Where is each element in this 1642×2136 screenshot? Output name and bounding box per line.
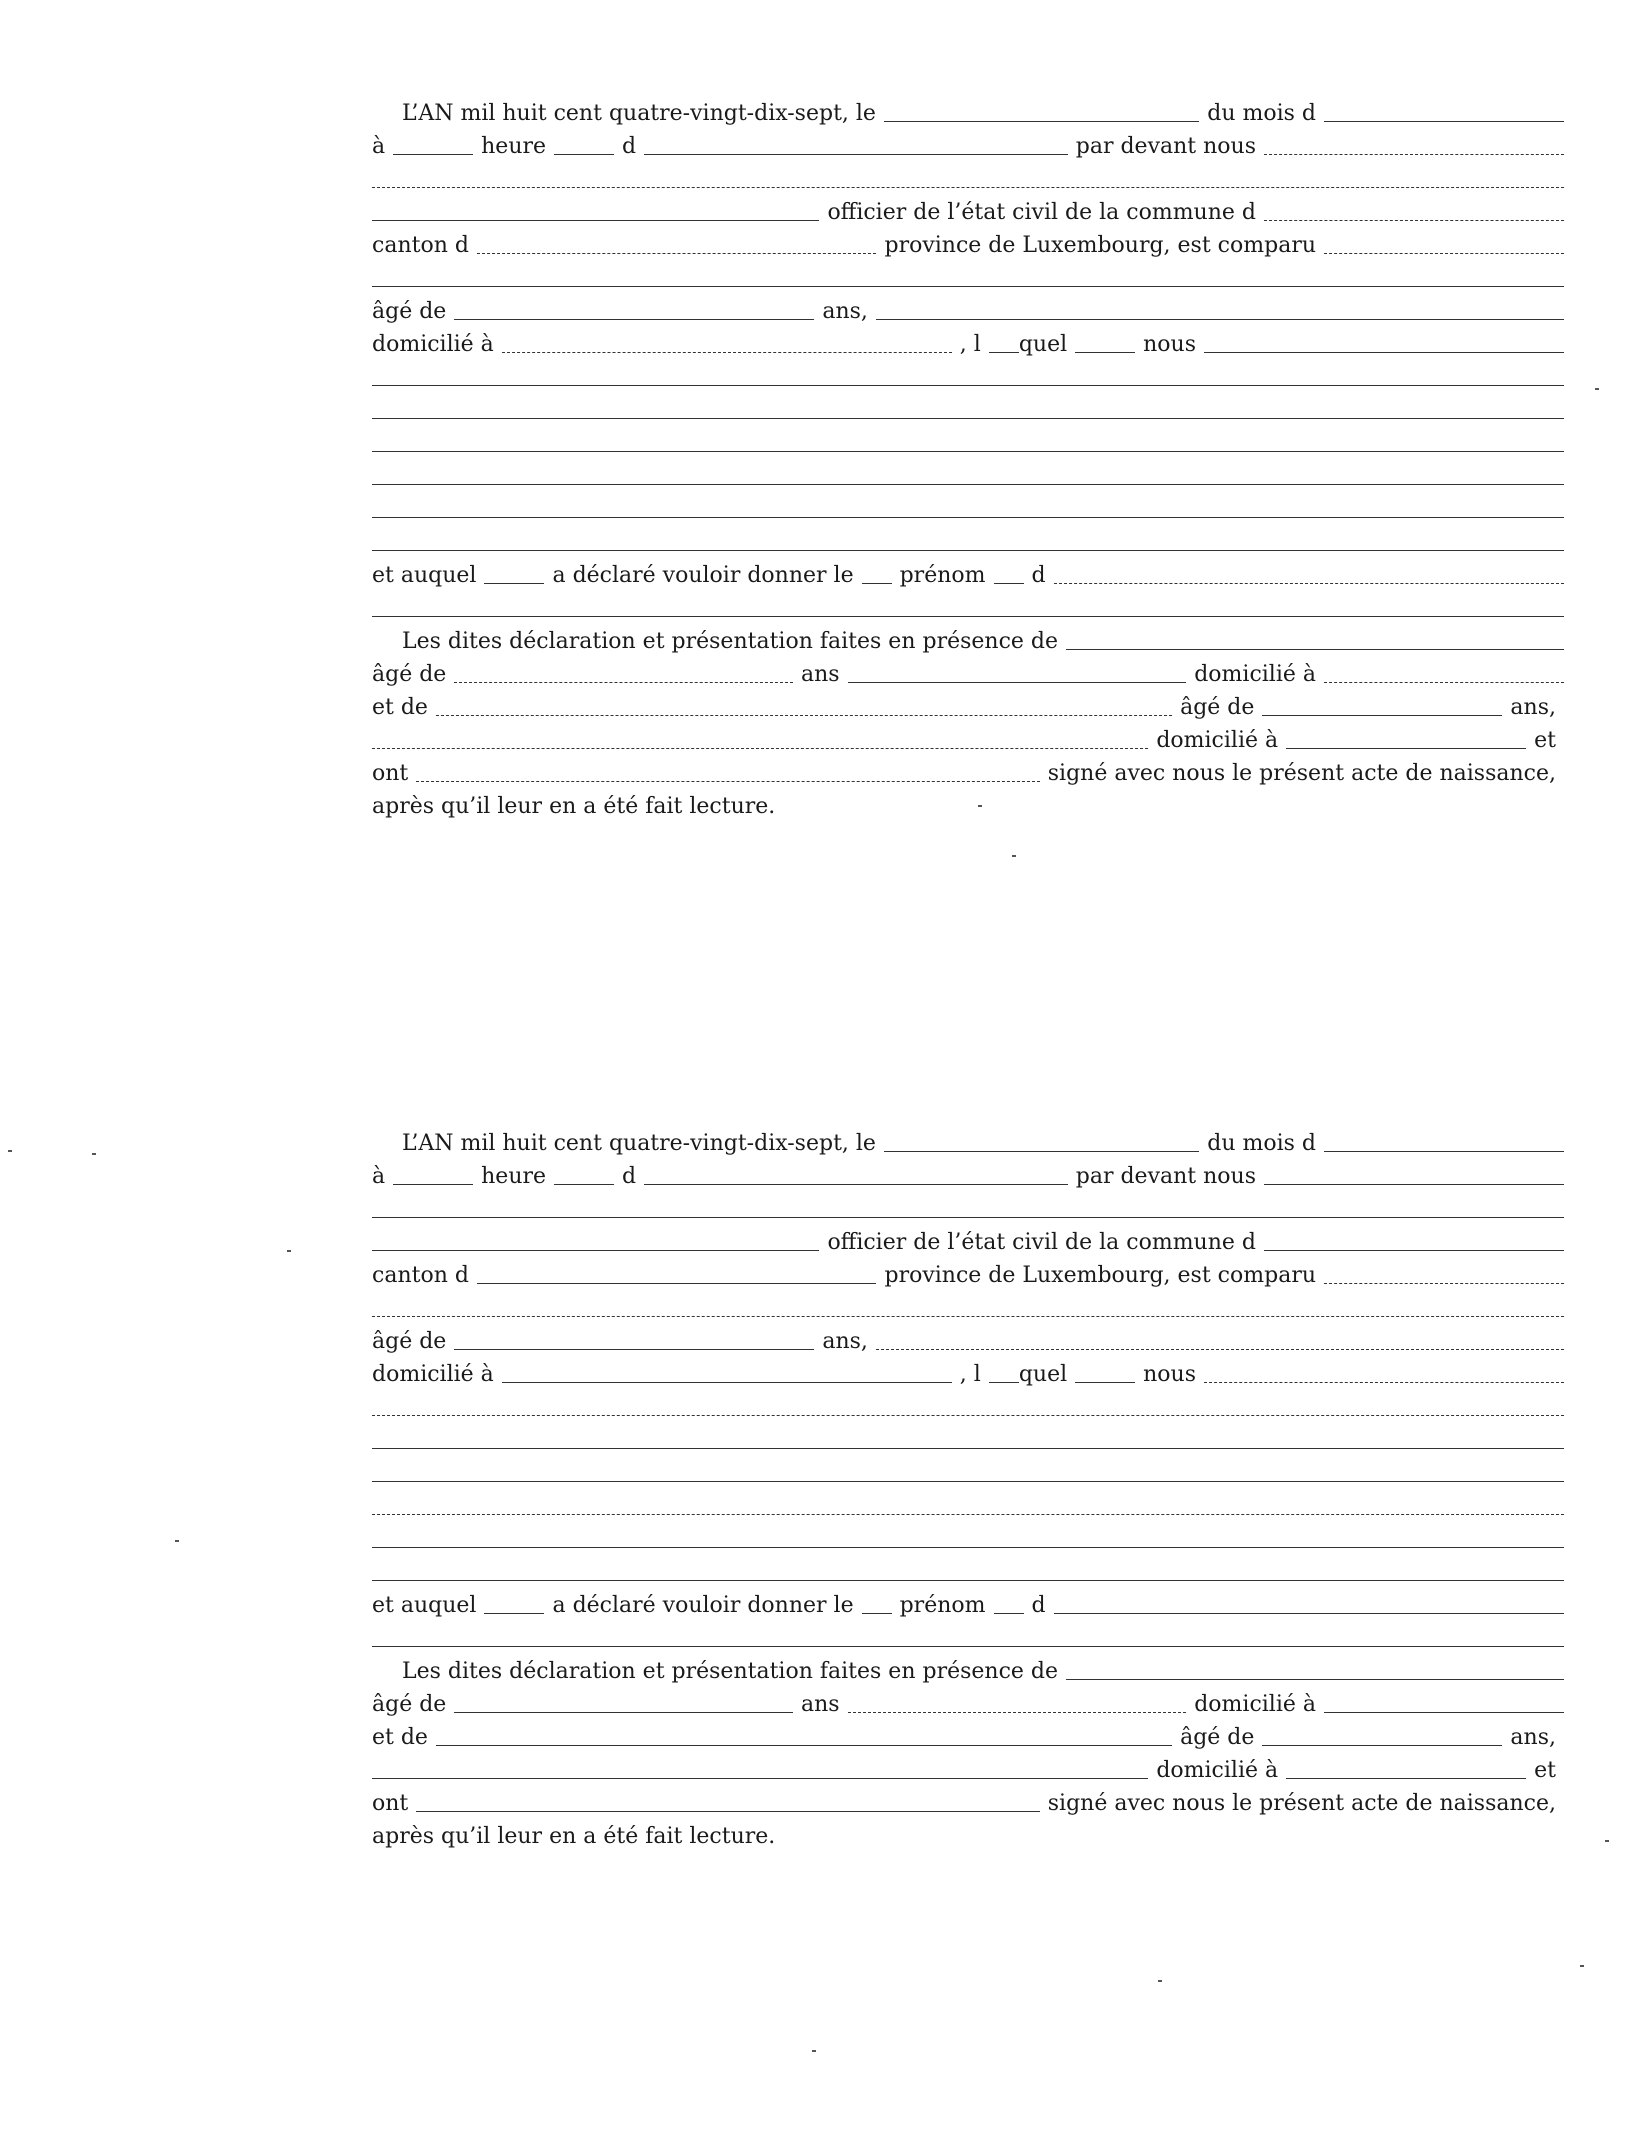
age-field[interactable] (454, 1349, 814, 1350)
form-blank-line (372, 1191, 1564, 1224)
form-blank-line (372, 260, 1564, 293)
blank-field[interactable] (372, 517, 1564, 518)
form-text: a déclaré vouloir donner le (552, 563, 854, 588)
witness-1-domicile-field[interactable] (1324, 682, 1564, 683)
form-text: et de (372, 695, 428, 720)
form-text: et (1534, 728, 1556, 753)
period-detail-field[interactable] (644, 1184, 1068, 1185)
signature-field[interactable] (416, 781, 1040, 782)
scan-speck (1158, 1980, 1162, 1982)
form-text: ans, (1510, 1725, 1556, 1750)
form-text: quel (1018, 1362, 1068, 1387)
scan-speck (1595, 388, 1599, 390)
form-blank-line (372, 392, 1564, 425)
form-text: par devant nous (1075, 134, 1256, 159)
form-text: du mois d (1207, 1131, 1316, 1156)
form-line-domicile (372, 1356, 1564, 1389)
form-text: canton d (372, 233, 469, 258)
blank-field[interactable] (372, 1580, 1564, 1581)
witness-1-name-field[interactable] (1066, 649, 1564, 650)
declarant-name-field[interactable] (1324, 1283, 1564, 1284)
blank-field[interactable] (372, 1481, 1564, 1482)
hour-field[interactable] (393, 1184, 473, 1185)
blank-field[interactable] (372, 1514, 1564, 1515)
blank-field[interactable] (372, 550, 1564, 551)
form-text: domicilié à (1156, 728, 1279, 753)
form-text: province de Luxembourg, est comparu (884, 233, 1316, 258)
form-line-witness-1 (372, 656, 1564, 689)
age-field[interactable] (454, 319, 814, 320)
form-blank-line (372, 1521, 1564, 1554)
form-line-witness-2-domicile (372, 722, 1564, 755)
form-line-date (372, 1125, 1564, 1158)
blank-field[interactable] (372, 451, 1564, 452)
blank-field[interactable] (372, 1448, 1564, 1449)
form-text: ont (372, 761, 409, 786)
scan-speck (978, 805, 982, 807)
form-text: prénom (899, 563, 986, 588)
witness-1-age-field[interactable] (454, 1712, 793, 1713)
form-text: , l (959, 1362, 981, 1387)
blank-field[interactable] (372, 385, 1564, 386)
form-text: a déclaré vouloir donner le (552, 1593, 854, 1618)
declarant-name-field[interactable] (1324, 253, 1564, 254)
form-text: domicilié à (372, 1362, 494, 1387)
witness-2-age-field[interactable] (1262, 1745, 1502, 1746)
form-blank-line (372, 1455, 1564, 1488)
canton-field[interactable] (477, 1283, 877, 1284)
form-text: ans, (822, 299, 868, 324)
form-text: heure (481, 134, 547, 159)
form-text: domicilié à (1194, 662, 1317, 687)
day-field[interactable] (884, 121, 1199, 122)
form-text: quel (1018, 332, 1068, 357)
witness-1-profession-field[interactable] (848, 1712, 1187, 1713)
form-line-witness-2 (372, 689, 1564, 722)
form-text: officier de l’état civil de la commune d (827, 200, 1256, 225)
form-text: ans, (822, 1329, 868, 1354)
form-text: après qu’il leur en a été fait lecture. (372, 1824, 776, 1849)
form-text: et (1534, 1758, 1556, 1783)
form-text: d (1031, 1593, 1046, 1618)
month-field[interactable] (1324, 1151, 1564, 1152)
form-blank-line (372, 161, 1564, 194)
blank-field[interactable] (372, 1217, 1564, 1218)
form-text: L’AN mil huit cent quatre-vingt-dix-sept, le (402, 1131, 876, 1156)
statement-field[interactable] (1204, 1382, 1564, 1383)
form-blank-line (372, 1554, 1564, 1587)
form-text: à (372, 1164, 386, 1189)
form-line-hour (372, 1158, 1564, 1191)
scan-speck (287, 1250, 291, 1252)
gender-field[interactable] (989, 352, 1019, 353)
period-field[interactable] (554, 1184, 614, 1185)
scan-speck (1012, 855, 1016, 857)
form-text: âgé de (372, 1692, 447, 1717)
plural-field[interactable] (862, 1613, 892, 1614)
signature-field[interactable] (416, 1811, 1040, 1812)
commune-field[interactable] (1264, 220, 1564, 221)
commune-field[interactable] (1264, 1250, 1564, 1251)
blank-field[interactable] (372, 418, 1564, 419)
form-blank-line (372, 491, 1564, 524)
form-blank-line (372, 1389, 1564, 1422)
form-text: ans (800, 1692, 840, 1717)
period-field[interactable] (554, 154, 614, 155)
domicile-field[interactable] (502, 352, 952, 353)
form-text: âgé de (372, 1329, 447, 1354)
form-line-closing (372, 1818, 1564, 1851)
blank-field[interactable] (372, 1547, 1564, 1548)
form-text: signé avec nous le présent acte de naissance, (1047, 761, 1556, 786)
witness-2-profession-field[interactable] (372, 748, 1148, 749)
witness-1-domicile-field[interactable] (1324, 1712, 1564, 1713)
witness-2-domicile-field[interactable] (1286, 748, 1526, 749)
form-text: Les dites déclaration et présentation faites en présence de (402, 1659, 1059, 1684)
blank-field[interactable] (372, 286, 1564, 287)
plural-field[interactable] (994, 583, 1024, 584)
scan-speck (175, 1540, 179, 1542)
officer-name-field[interactable] (372, 220, 819, 221)
form-text: heure (481, 1164, 547, 1189)
form-text: ans (800, 662, 840, 687)
declarant-field[interactable] (484, 583, 544, 584)
witness-1-profession-field[interactable] (848, 682, 1187, 683)
form-blank-line (372, 590, 1564, 623)
form-text: âgé de (372, 662, 447, 687)
firstname-field[interactable] (1054, 583, 1564, 584)
form-text: L’AN mil huit cent quatre-vingt-dix-sept, le (402, 101, 876, 126)
form-text: Les dites déclaration et présentation faites en présence de (402, 629, 1059, 654)
form-text: d (1031, 563, 1046, 588)
form-text: âgé de (372, 299, 447, 324)
form-blank-line (372, 359, 1564, 392)
canton-field[interactable] (477, 253, 877, 254)
scan-speck (812, 2050, 816, 2052)
form-line-officer (372, 1224, 1564, 1257)
form-text: nous (1143, 332, 1196, 357)
witness-2-name-field[interactable] (436, 715, 1172, 716)
form-line-witness-2-domicile (372, 1752, 1564, 1785)
form-text: d (622, 134, 637, 159)
blank-field[interactable] (372, 1415, 1564, 1416)
form-line-canton (372, 1257, 1564, 1290)
form-line-witness-2 (372, 1719, 1564, 1752)
form-text: province de Luxembourg, est comparu (884, 1263, 1316, 1288)
form-line-witnesses (372, 1653, 1564, 1686)
form-line-witness-1 (372, 1686, 1564, 1719)
form-text: officier de l’état civil de la commune d (827, 1230, 1256, 1255)
form-text: d (622, 1164, 637, 1189)
witness-2-name-field[interactable] (436, 1745, 1172, 1746)
scan-speck (1605, 1840, 1609, 1842)
form-blank-line (372, 524, 1564, 557)
form-blank-line (372, 1422, 1564, 1455)
profession-field[interactable] (876, 1349, 1564, 1350)
profession-field[interactable] (876, 319, 1564, 320)
witness-2-domicile-field[interactable] (1286, 1778, 1526, 1779)
scan-speck (8, 1150, 12, 1152)
witness-1-age-field[interactable] (454, 682, 793, 683)
form-line-officer (372, 194, 1564, 227)
scan-speck (1580, 1965, 1584, 1967)
statement-field[interactable] (1204, 352, 1564, 353)
verb-field[interactable] (1075, 352, 1135, 353)
form-text: après qu’il leur en a été fait lecture. (372, 794, 776, 819)
form-blank-line (372, 425, 1564, 458)
form-text: prénom (899, 1593, 986, 1618)
form-blank-line (372, 1488, 1564, 1521)
plural-field[interactable] (994, 1613, 1024, 1614)
form-text: du mois d (1207, 101, 1316, 126)
form-line-date (372, 95, 1564, 128)
form-line-age (372, 293, 1564, 326)
officer-name-field[interactable] (372, 1250, 819, 1251)
form-blank-line (372, 1290, 1564, 1323)
form-line-firstname (372, 557, 1564, 590)
form-line-witnesses (372, 623, 1564, 656)
witness-2-age-field[interactable] (1262, 715, 1502, 716)
month-field[interactable] (1324, 121, 1564, 122)
blank-field[interactable] (372, 616, 1564, 617)
form-text: domicilié à (1156, 1758, 1279, 1783)
period-detail-field[interactable] (644, 154, 1068, 155)
hour-field[interactable] (393, 154, 473, 155)
witness-1-name-field[interactable] (1066, 1679, 1564, 1680)
form-text: domicilié à (1194, 1692, 1317, 1717)
officer-name-field[interactable] (1264, 154, 1564, 155)
form-blank-line (372, 1620, 1564, 1653)
form-line-canton (372, 227, 1564, 260)
form-text: et auquel (372, 1593, 477, 1618)
plural-field[interactable] (862, 583, 892, 584)
blank-field[interactable] (372, 484, 1564, 485)
form-line-firstname (372, 1587, 1564, 1620)
form-line-age (372, 1323, 1564, 1356)
form-text: canton d (372, 1263, 469, 1288)
form-line-domicile (372, 326, 1564, 359)
firstname-field[interactable] (1054, 1613, 1564, 1614)
scan-speck (92, 1153, 96, 1155)
form-line-hour (372, 128, 1564, 161)
form-text: ont (372, 1791, 409, 1816)
blank-field[interactable] (372, 187, 1564, 188)
day-field[interactable] (884, 1151, 1199, 1152)
witness-2-profession-field[interactable] (372, 1778, 1148, 1779)
officer-name-field[interactable] (1264, 1184, 1564, 1185)
birth-record-form-2 (372, 1125, 1564, 1851)
declarant-field[interactable] (484, 1613, 544, 1614)
form-text: et auquel (372, 563, 477, 588)
form-text: âgé de (1180, 1725, 1255, 1750)
verb-field[interactable] (1075, 1382, 1135, 1383)
form-text: domicilié à (372, 332, 494, 357)
blank-field[interactable] (372, 1316, 1564, 1317)
form-line-closing (372, 788, 1564, 821)
domicile-field[interactable] (502, 1382, 952, 1383)
gender-field[interactable] (989, 1382, 1019, 1383)
form-line-signature (372, 755, 1564, 788)
form-text: ans, (1510, 695, 1556, 720)
blank-field[interactable] (372, 1646, 1564, 1647)
form-line-signature (372, 1785, 1564, 1818)
form-text: âgé de (1180, 695, 1255, 720)
form-text: à (372, 134, 386, 159)
form-blank-line (372, 458, 1564, 491)
form-text: , l (959, 332, 981, 357)
form-text: signé avec nous le présent acte de naissance, (1047, 1791, 1556, 1816)
form-text: par devant nous (1075, 1164, 1256, 1189)
birth-record-form-1 (372, 95, 1564, 821)
form-text: et de (372, 1725, 428, 1750)
form-text: nous (1143, 1362, 1196, 1387)
